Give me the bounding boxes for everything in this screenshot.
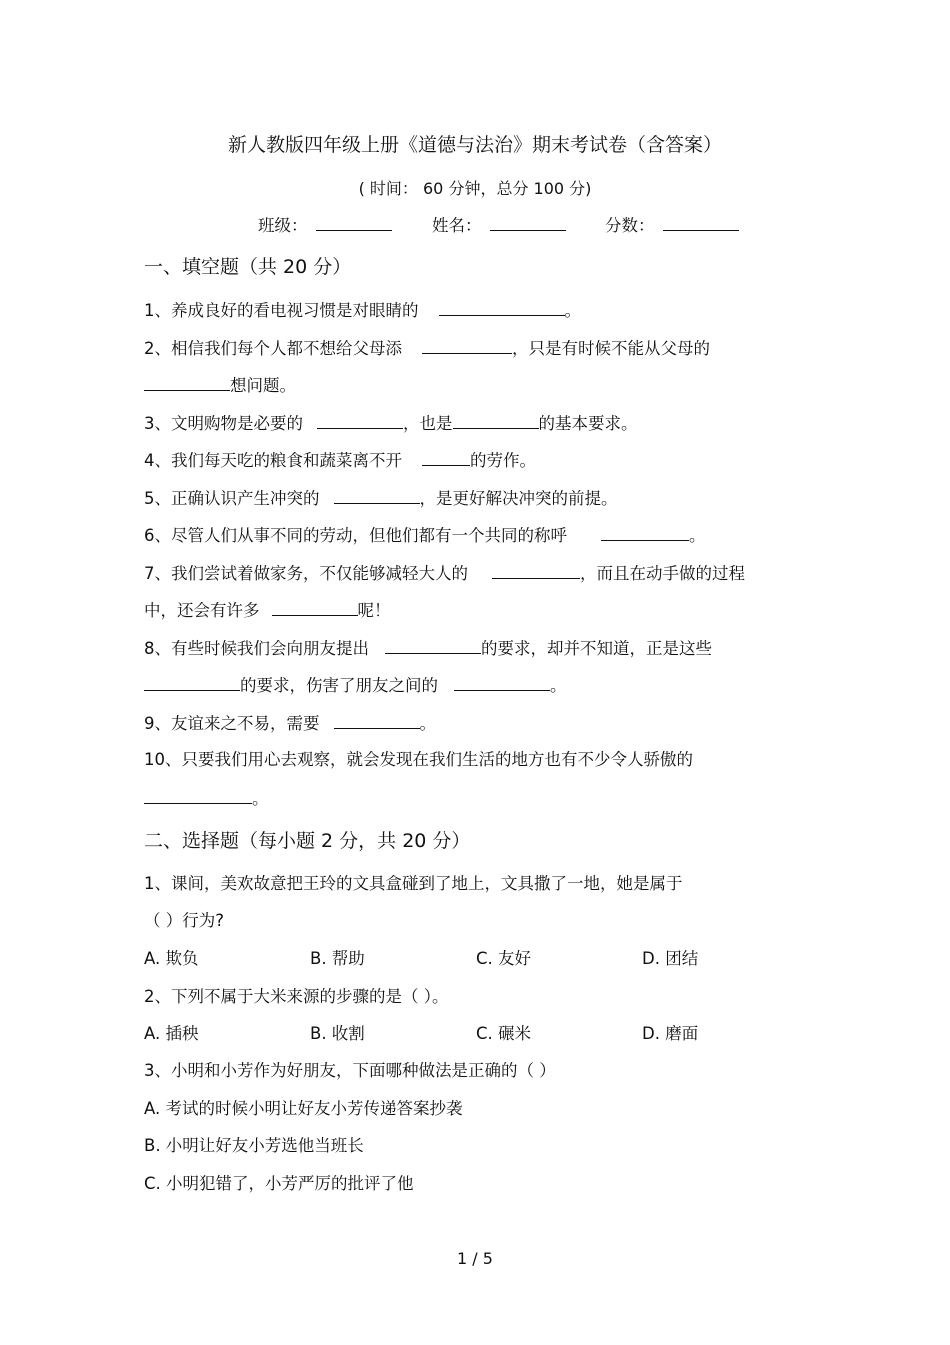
name-label: 姓名： <box>432 216 482 235</box>
fill-q5 <box>144 487 618 510</box>
q-text: 的劳作。 <box>470 451 536 470</box>
fill-q10 <box>144 749 693 771</box>
q-text: ，而且在动手做的过程 <box>580 564 745 583</box>
q-text: ，是更好解决冲突的前提。 <box>419 489 618 508</box>
answer-blank[interactable] <box>385 637 481 654</box>
fill-q3 <box>144 412 638 435</box>
choice-q3-option-c[interactable]: C. 小明犯错了，小芳严厉的批评了他 <box>144 1174 414 1193</box>
score-label: 分数： <box>605 216 655 235</box>
q-text: 2、相信我们每个人都不想给父母添 <box>144 339 402 358</box>
q-text: 。 <box>419 714 436 733</box>
page-indicator: 1 / 5 <box>457 1249 493 1268</box>
fill-q7-cont <box>144 599 391 622</box>
section2-heading: 二、选择题（每小题 2 分，共 20 分） <box>144 830 471 852</box>
fill-q1 <box>144 299 581 322</box>
q-text: 中，还会有许多 <box>144 601 260 620</box>
choice-q1-cont: （ ）行为? <box>144 911 225 930</box>
q-text: 4、我们每天吃的粮食和蔬菜离不开 <box>144 451 402 470</box>
answer-blank[interactable] <box>272 599 358 616</box>
class-label: 班级： <box>258 216 308 235</box>
q-text: 7、我们尝试着做家务，不仅能够减轻大人的 <box>144 564 468 583</box>
score-blank[interactable] <box>663 214 739 231</box>
section1-heading: 一、填空题（共 20 分） <box>144 256 352 278</box>
answer-blank[interactable] <box>334 712 420 729</box>
q-text: 的要求，却并不知道，正是这些 <box>481 639 712 658</box>
choice-q1-option-c[interactable]: C. 友好 <box>476 949 532 968</box>
fill-q2 <box>144 337 710 360</box>
q-text: 的基本要求。 <box>538 414 638 433</box>
choice-q1-option-b[interactable]: B. 帮助 <box>310 949 365 968</box>
choice-q1-option-d[interactable]: D. 团结 <box>642 949 699 968</box>
answer-blank[interactable] <box>453 412 539 429</box>
page-title: 新人教版四年级上册《道德与法治》期末考试卷（含答案） <box>227 134 722 156</box>
q-text: ，只是有时候不能从父母的 <box>512 339 710 358</box>
q-text: ，也是 <box>403 414 453 433</box>
class-field <box>258 212 392 236</box>
q-text: 8、有些时候我们会向朋友提出 <box>144 639 369 658</box>
choice-q2-option-a[interactable]: A. 插秧 <box>144 1024 199 1043</box>
q-text: 呢！ <box>357 601 391 620</box>
fill-q8 <box>144 637 712 660</box>
answer-blank[interactable] <box>454 674 550 691</box>
choice-q2-option-c[interactable]: C. 碾米 <box>476 1024 532 1043</box>
q-text: 想问题。 <box>230 376 296 395</box>
answer-blank[interactable] <box>334 487 420 504</box>
answer-blank[interactable] <box>601 524 689 541</box>
choice-q2-option-d[interactable]: D. 磨面 <box>642 1024 699 1043</box>
name-blank[interactable] <box>490 214 566 231</box>
answer-blank[interactable] <box>144 674 240 691</box>
fill-q10-cont <box>144 787 269 810</box>
choice-q3: 3、小明和小芳作为好朋友，下面哪种做法是正确的（ ） <box>144 1061 556 1080</box>
choice-q1-option-a[interactable]: A. 欺负 <box>144 949 199 968</box>
choice-q1: 1、课间，美欢故意把王玲的文具盒碰到了地上，文具撒了一地，她是属于 <box>144 874 683 893</box>
answer-blank[interactable] <box>422 337 512 354</box>
choice-q2-option-b[interactable]: B. 收割 <box>310 1024 365 1043</box>
q-text: 。 <box>564 301 581 320</box>
class-blank[interactable] <box>316 214 392 231</box>
score-field <box>605 212 739 236</box>
exam-subtitle: ( 时间： 60 分钟，总分 100 分) <box>358 179 592 198</box>
fill-q6 <box>144 524 706 547</box>
q-text: 的要求，伤害了朋友之间的 <box>240 676 438 695</box>
q-text: 。 <box>550 676 567 695</box>
q-text: 5、正确认识产生冲突的 <box>144 489 320 508</box>
fill-q4 <box>144 449 536 472</box>
answer-blank[interactable] <box>439 299 565 316</box>
q-text: 1、养成良好的看电视习惯是对眼睛的 <box>144 301 419 320</box>
q-text: 。 <box>689 526 706 545</box>
q-text: 10、只要我们用心去观察，就会发现在我们生活的地方也有不少令人骄傲的 <box>144 750 693 769</box>
q-text: 。 <box>252 789 269 808</box>
answer-blank[interactable] <box>144 374 230 391</box>
answer-blank[interactable] <box>317 412 403 429</box>
fill-q2-cont <box>144 374 296 397</box>
choice-q3-option-b[interactable]: B. 小明让好友小芳选他当班长 <box>144 1136 364 1155</box>
answer-blank[interactable] <box>492 562 580 579</box>
fill-q9 <box>144 712 436 735</box>
fill-q8-cont <box>144 674 567 697</box>
answer-blank[interactable] <box>144 787 252 804</box>
choice-q2: 2、下列不属于大米来源的步骤的是（ ）。 <box>144 987 449 1006</box>
q-text: 3、文明购物是必要的 <box>144 414 303 433</box>
q-text: 6、尽管人们从事不同的劳动，但他们都有一个共同的称呼 <box>144 526 567 545</box>
name-field <box>432 212 566 236</box>
choice-q3-option-a[interactable]: A. 考试的时候小明让好友小芳传递答案抄袭 <box>144 1099 463 1118</box>
answer-blank[interactable] <box>422 449 470 466</box>
fill-q7 <box>144 562 745 585</box>
q-text: 9、友谊来之不易，需要 <box>144 714 320 733</box>
